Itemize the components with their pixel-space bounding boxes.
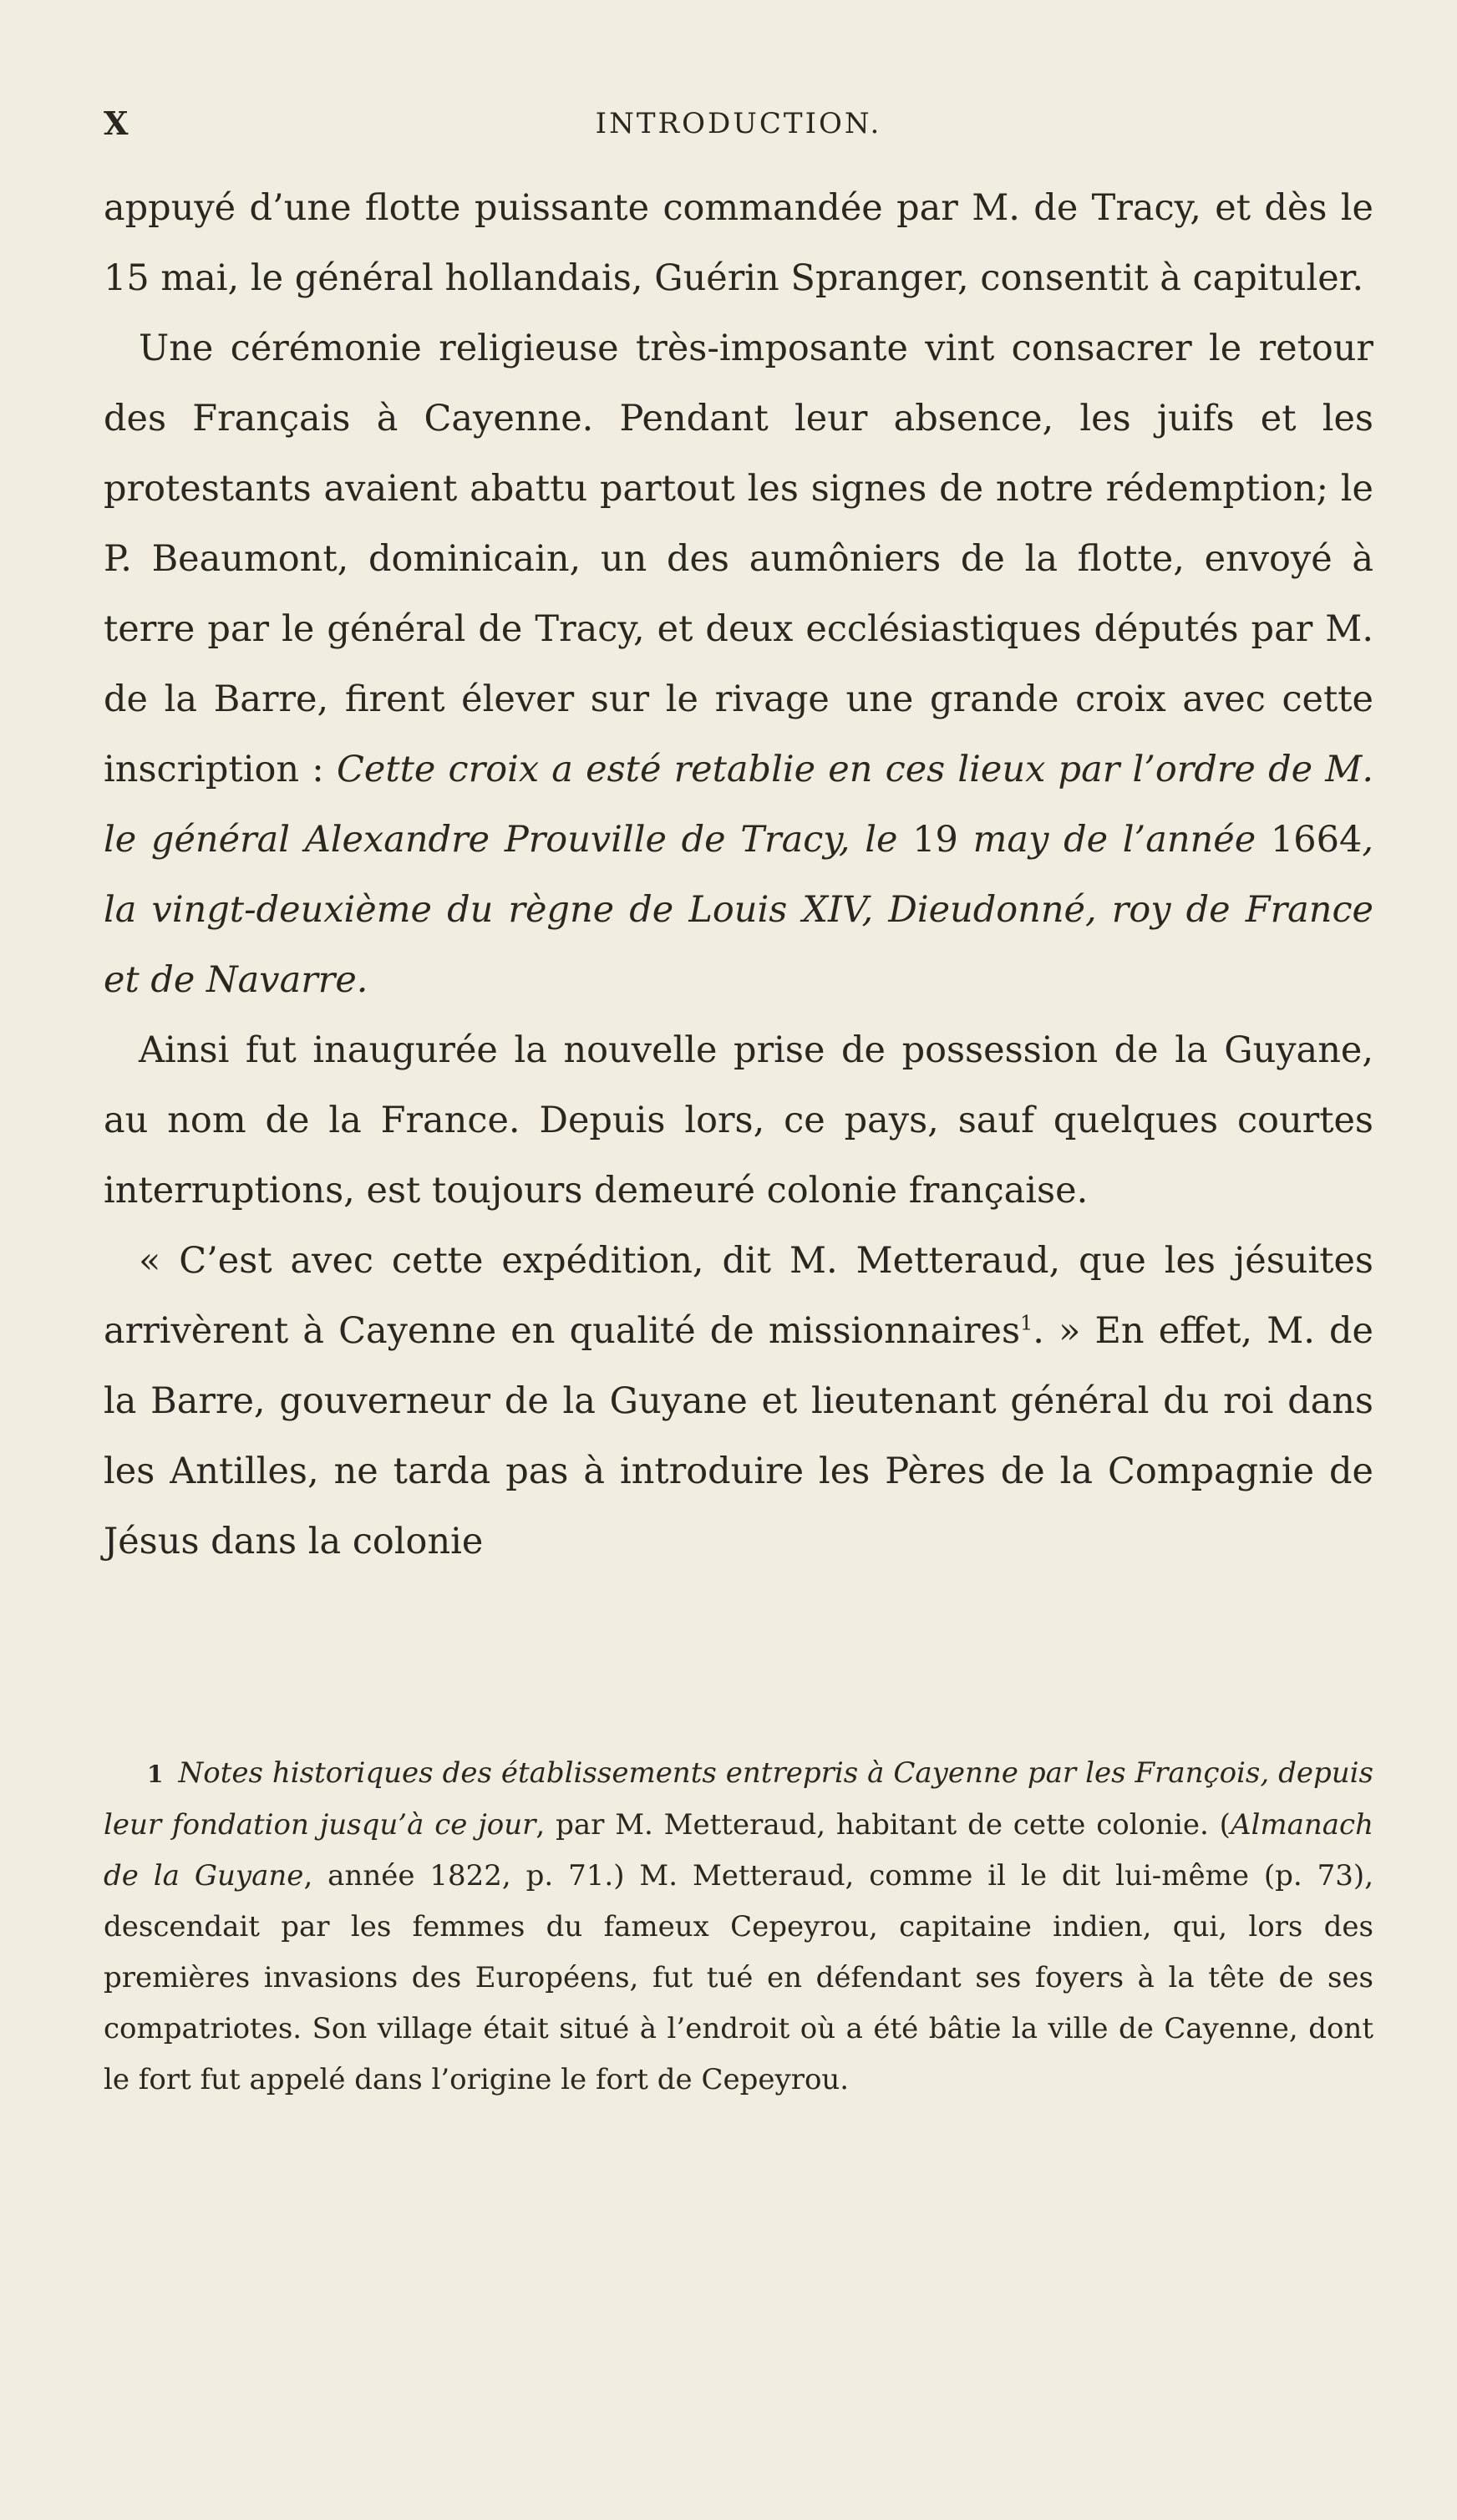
body-text <box>104 173 1373 1577</box>
cross-inscription-part-2: may de l’année <box>957 819 1271 861</box>
inscription-year: 1664 <box>1270 819 1363 861</box>
inscription-day: 19 <box>912 819 958 861</box>
cross-inscription-part-3: , la vingt-deuxième du règne de Louis XIV, Dieudonné, roy de France et de Navarre. <box>104 819 1373 1001</box>
footnote-number: 1 <box>147 1760 164 1788</box>
running-title: INTRODUCTION. <box>595 107 882 140</box>
page-number: X <box>104 104 129 142</box>
footnote-area <box>104 1748 1373 2106</box>
paragraph-inauguration: Ainsi fut inaugurée la nouvelle prise de possession de la Guyane, au nom de la France. Depuis lors, ce pays, sauf quelques courtes interruptions, est toujours demeuré colonie française. <box>104 1029 1373 1212</box>
footnote-almanach-title: Almanach de la Guyane <box>104 1808 1373 1893</box>
cross-inscription-part-1: Cette croix a esté retablie en ces lieux par l’ordre de M. le général Alexandre Prouville de Tracy, le <box>104 749 1373 861</box>
footnote-source-title: Notes historiques des établissements entrepris à Cayenne par les François, depuis leur fondation jusqu’à ce jour <box>104 1756 1373 1842</box>
paragraph-jesuits: « C’est avec cette expédition, dit M. Metteraud, que les jésuites arrivèrent à Cayenne en qualité de missionnaires$^1$. » En effet, M. de la Barre, gouverneur de la Guyane et lieutenant général du roi dans les Antilles, ne tarda pas à introduire les Pères de la Compagnie de Jésus dans la colonie <box>104 1240 1373 1562</box>
footnote-marker: 1 <box>1020 1311 1033 1335</box>
paragraph-ceremony: Une cérémonie religieuse très-imposante vint consacrer le retour des Français à Cayenne. Pendant leur absence, les juifs et les protestants avaient abattu partout les signes de notre rédemption; le P. Beaumont, dominicain, un des aumôniers de la flotte, envoyé à terre par le général de Tracy, et deux ecclésiastiques députés par M. de la Barre, firent élever sur le rivage une grande croix avec cette inscription : Cette croix a esté retablie en ces lieux par l’ordre de M. le général Alexandre Prouville de Tracy, le 19 may de l’année 1664, la vingt-deuxième du règne de Louis XIV, Dieudonné, roy de France et de Navarre. <box>104 328 1373 1001</box>
running-head <box>104 99 1373 149</box>
paragraph-capitulation: appuyé d’une flotte puissante commandée par M. de Tracy, et dès le 15 mai, le général hollandais, Guérin Spranger, consentit à capituler. <box>104 187 1373 299</box>
footnote-1: 1 Notes historiques des établissements entrepris à Cayenne par les François, depuis leur fondation jusqu’à ce jour, par M. Metteraud, habitant de cette colonie. (Almanach de la Guyane, année 1822, p. 71.) M. Metteraud, comme il le dit lui-même (p. 73), descendait par les femmes du fameux Cepeyrou, capitaine indien, qui, lors des premières invasions des Européens, fut tué en défendant ses foyers à la tête de ses compatriotes. Son village était situé à l’endroit où a été bâtie la ville de Cayenne, dont le fort fut appelé dans l’origine le fort de Cepeyrou. <box>104 1756 1373 2096</box>
